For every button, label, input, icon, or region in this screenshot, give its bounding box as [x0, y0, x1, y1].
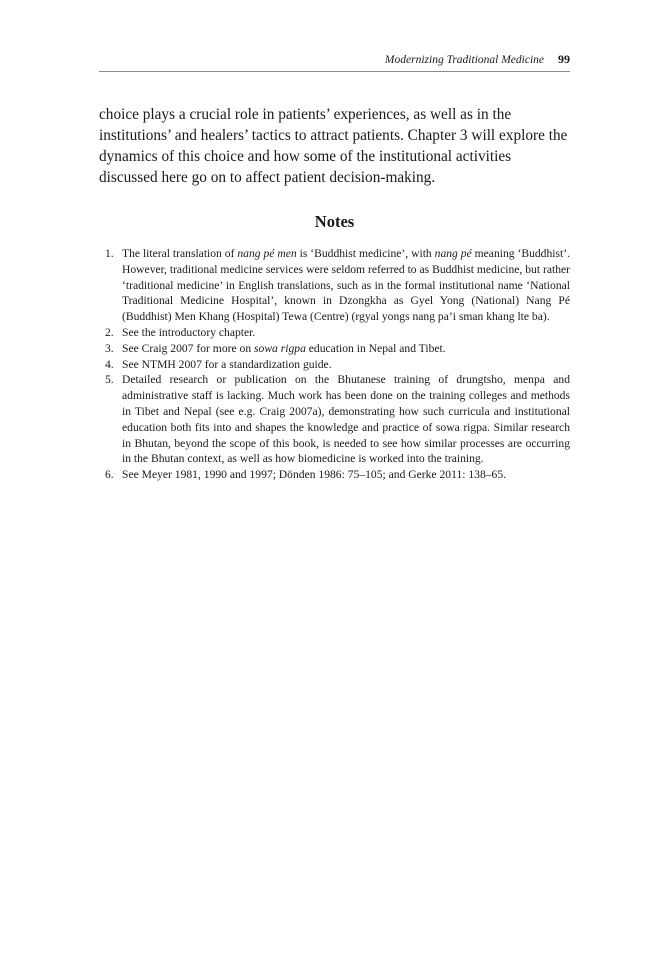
notes-list [99, 246, 570, 483]
page-number: 99 [558, 52, 570, 66]
note-number: 4. [105, 357, 114, 371]
note-number: 2. [105, 325, 114, 339]
note-item [99, 357, 570, 373]
note-item [99, 246, 570, 325]
note-text: See Craig 2007 for more on [122, 341, 255, 355]
note-italic-term: nang pé [434, 247, 472, 260]
note-item [99, 467, 570, 483]
running-title: Modernizing Traditional Medicine [384, 54, 544, 66]
running-header [99, 50, 570, 72]
note-item [99, 341, 570, 357]
note-number: 1. [105, 247, 114, 260]
note-italic-term: nang pé men [237, 247, 297, 260]
note-text: The literal translation of [122, 247, 238, 260]
note-text: education in Nepal and Tibet. [305, 341, 446, 355]
note-text: See the introductory chapter. [122, 325, 256, 339]
note-number: 3. [105, 341, 114, 355]
note-text: See Meyer 1981, 1990 and 1997; Dönden 1986: 75–105; and Gerke 2011: 138–65. [122, 468, 507, 482]
note-number: 5. [105, 373, 114, 387]
body-paragraph: choice plays a crucial role in patients’ experiences, as well as in the institutions’ and healers’ tactics to attract patients. Chapter 3 will explore the dynamics of this choice and how some of the institutional activities discussed here go on to affect patient decision-making. [99, 106, 568, 186]
note-italic-term: sowa rigpa [254, 341, 306, 355]
notes-heading: Notes [314, 212, 355, 231]
note-item [99, 325, 570, 341]
note-text: Detailed research or publication on the Bhutanese training of drungtsho, menpa and administrative staff is lacking. Much work has been done on the training colleges and methods in Tibet and Nepal (see e.g. Craig 2007a), demonstrating how such curricula and institutional education both fits into and shapes the knowledge and practice of sowa rigpa. Similar research in Bhutan, beyond the scope of this book, is needed to see how similar processes are occurring in the Bhutan context, as well as how biomedicine is worked into the training. [122, 373, 570, 466]
note-text: See NTMH 2007 for a standardization guide. [122, 357, 332, 371]
note-text: is ‘Buddhist medicine’, with [296, 247, 435, 260]
note-number: 6. [105, 468, 114, 482]
note-item [99, 372, 570, 467]
note-text: meaning ‘Buddhist’. However, traditional medicine services were seldom referred to as Buddhist medicine, but rather ‘traditional medicine’ in English translations, such as in the formal institutional name ‘National Traditional Medicine Hospital’, known in Dzongkha as Gyel Yong (National) Nang Pé (Buddhist) Men Khang (Hospital) Tewa (Centre) (rgyal yongs nang pa’i sman khang lte ba). [122, 247, 570, 324]
